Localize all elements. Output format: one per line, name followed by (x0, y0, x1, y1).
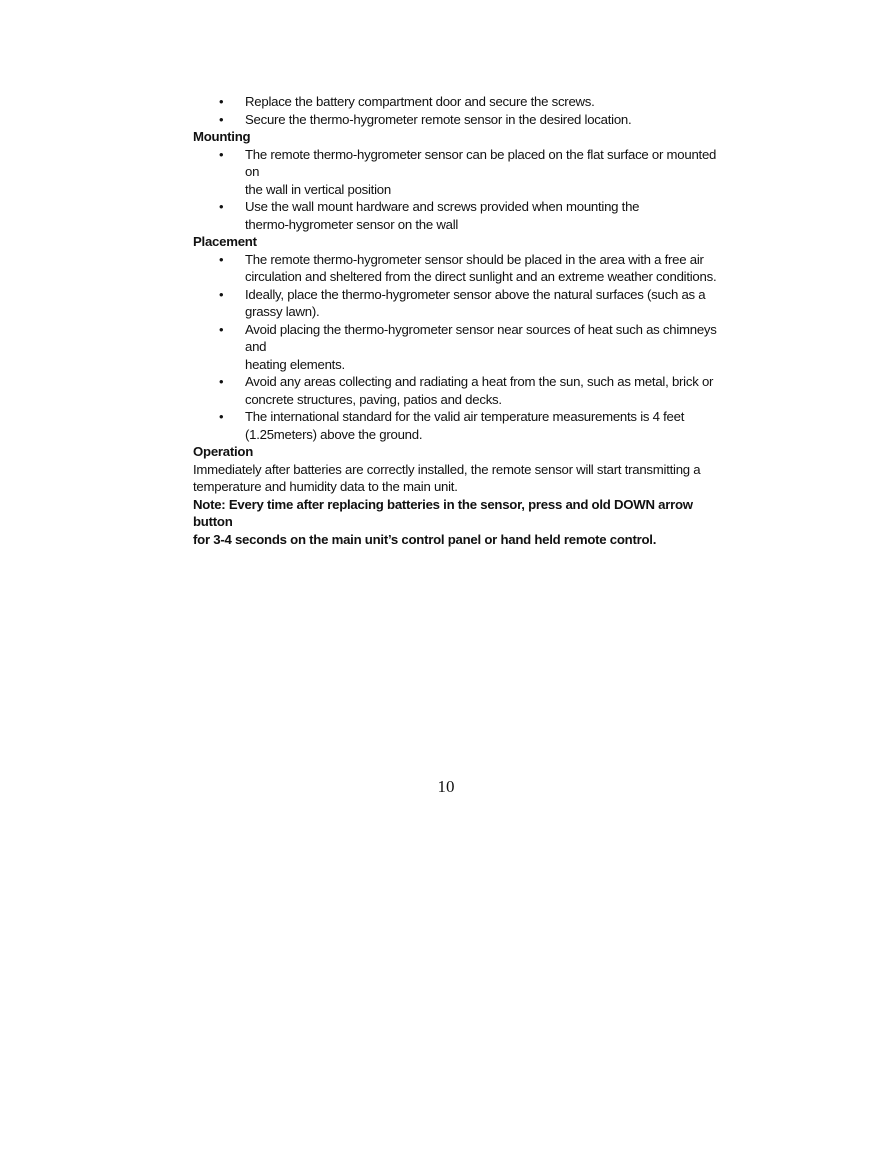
list-item (193, 251, 733, 286)
bullet-icon: • (219, 111, 224, 127)
operation-note (193, 496, 733, 549)
list-item-line: The international standard for the valid air temperature measurements is 4 feet (245, 409, 685, 424)
list-item-line: heating elements. (245, 356, 345, 372)
bullet-icon: • (219, 286, 224, 302)
list-item (193, 373, 733, 408)
list-item (193, 198, 733, 233)
list-item-text: Secure the thermo-hygrometer remote sensor in the desired location. (245, 111, 632, 127)
list-item-line: concrete structures, paving, patios and decks. (245, 391, 502, 407)
section-heading-operation: Operation (193, 444, 254, 459)
page-number: 10 (437, 777, 455, 796)
bullet-icon: • (219, 94, 224, 109)
bullet-icon: • (219, 321, 224, 337)
list-item-line: thermo-hygrometer sensor on the wall (245, 216, 459, 232)
list-item-line: the wall in vertical position (245, 181, 391, 197)
paragraph-line: temperature and humidity data to the main unit. (193, 479, 458, 494)
list-item-line: circulation and sheltered from the direct sunlight and an extreme weather conditions. (245, 269, 717, 284)
note-line: for 3-4 seconds on the main unit’s control panel or hand held remote control. (193, 531, 657, 547)
list-item-line: Use the wall mount hardware and screws provided when mounting the (245, 199, 640, 214)
list-item-text: Replace the battery compartment door and secure the screws. (245, 94, 595, 109)
list-item-line: (1.25meters) above the ground. (245, 426, 423, 442)
list-item (193, 111, 733, 129)
operation-paragraph (193, 461, 733, 496)
list-item-line: Ideally, place the thermo-hygrometer sensor above the natural surfaces (such as a (245, 286, 706, 302)
list-item-line: The remote thermo-hygrometer sensor should be placed in the area with a free air (245, 251, 704, 267)
section-heading-mounting: Mounting (193, 129, 251, 144)
bullet-icon: • (219, 251, 224, 267)
section-heading-placement: Placement (193, 234, 257, 249)
note-line: Note: Every time after replacing batteries in the sensor, press and old DOWN arrow button (193, 496, 693, 529)
list-item-line: The remote thermo-hygrometer sensor can be placed on the flat surface or mounted on (245, 146, 717, 179)
list-item (193, 321, 733, 374)
list-item (193, 146, 733, 199)
list-item (193, 93, 733, 111)
page-content (193, 93, 733, 548)
list-item (193, 286, 733, 321)
bullet-icon: • (219, 199, 224, 214)
bullet-icon: • (219, 409, 224, 424)
intro-list (193, 93, 733, 128)
list-item-line: Avoid any areas collecting and radiating a heat from the sun, such as metal, brick or (245, 374, 714, 389)
paragraph-line: Immediately after batteries are correctly installed, the remote sensor will start transmitting a (193, 461, 701, 477)
bullet-icon: • (219, 374, 224, 389)
list-item-line: Avoid placing the thermo-hygrometer sensor near sources of heat such as chimneys and (245, 321, 717, 354)
placement-list (193, 251, 733, 444)
bullet-icon: • (219, 146, 224, 162)
list-item (193, 408, 733, 443)
mounting-list (193, 146, 733, 234)
list-item-line: grassy lawn). (245, 304, 320, 319)
